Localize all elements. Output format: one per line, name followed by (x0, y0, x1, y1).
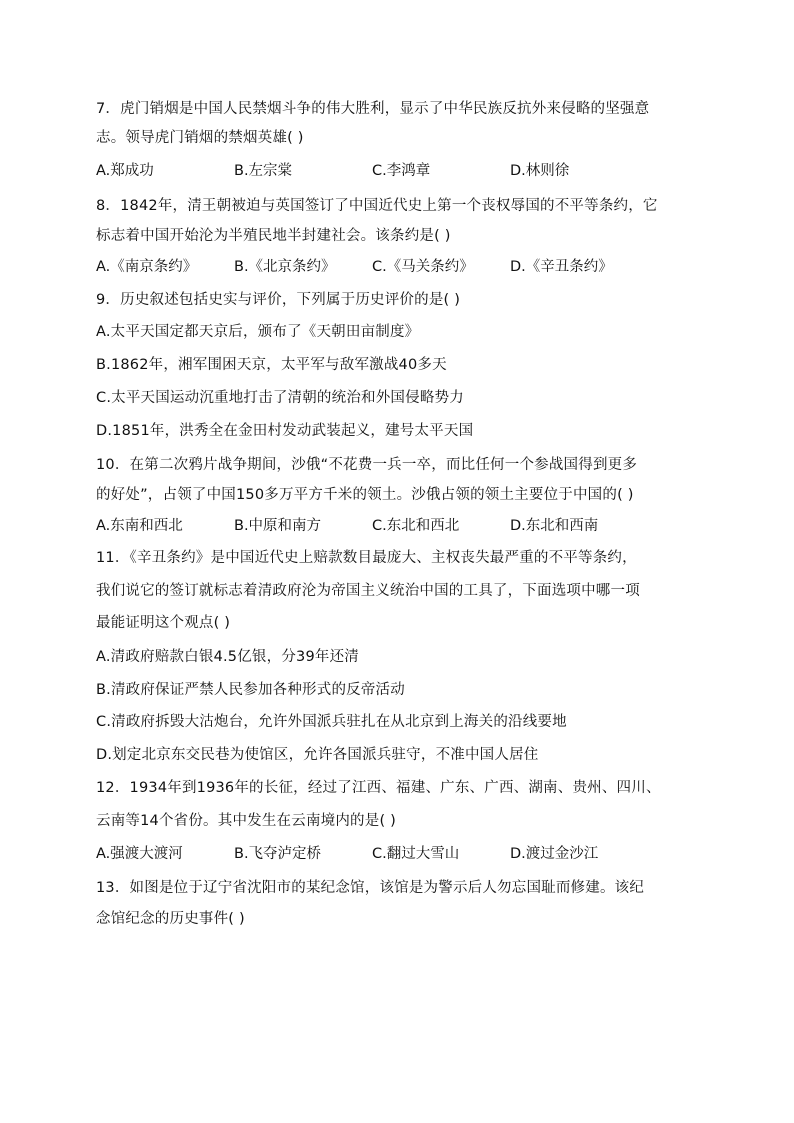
q11-stem-line3: 最能证明这个观点( ) (96, 615, 231, 631)
q10-option-a: A.东南和西北 (96, 518, 183, 534)
q11-option-b: B.清政府保证严禁人民参加各种形式的反帝活动 (96, 682, 405, 698)
q9-stem: 9．历史叙述包括史实与评价，下列属于历史评价的是( ) (96, 292, 461, 308)
q7-option-c: C.李鸿章 (372, 163, 431, 179)
q10-option-c: C.东北和西北 (372, 518, 460, 534)
q7-option-d: D.林则徐 (510, 163, 570, 179)
q10-option-b: B.中原和南方 (234, 518, 322, 534)
q11-option-a: A.清政府赔款白银4.5亿银，分39年还清 (96, 649, 359, 665)
q13-stem-line1: 13．如图是位于辽宁省沈阳市的某纪念馆，该馆是为警示后人勿忘国耻而修建。该纪 (96, 880, 645, 896)
q9-option-d: D.1851年，洪秀全在金田村发动武装起义，建号太平天国 (96, 423, 474, 439)
q11-stem-line1: 11．《辛丑条约》是中国近代史上赔款数目最庞大、主权丧失最严重的不平等条约， (96, 550, 637, 566)
q8-option-c: C.《马关条约》 (372, 259, 474, 275)
q11-option-d: D.划定北京东交民巷为使馆区，允许各国派兵驻守，不准中国人居住 (96, 747, 539, 763)
q8-stem-line1: 8．1842年，清王朝被迫与英国签订了中国近代史上第一个丧权辱国的不平等条约，它 (96, 198, 658, 214)
q9-option-a: A.太平天国定都天京后，颁布了《天朝田亩制度》 (96, 324, 420, 340)
q7-option-a: A.郑成功 (96, 163, 154, 179)
q12-option-a: A.强渡大渡河 (96, 846, 183, 862)
q9-option-c: C.太平天国运动沉重地打击了清朝的统治和外国侵略势力 (96, 390, 464, 406)
q8-option-d: D.《辛丑条约》 (510, 259, 613, 275)
q8-option-a: A.《南京条约》 (96, 259, 198, 275)
q12-stem-line2: 云南等14个省份。其中发生在云南境内的是( ) (96, 813, 396, 829)
q11-option-c: C.清政府拆毁大沽炮台，允许外国派兵驻扎在从北京到上海关的沿线要地 (96, 714, 567, 730)
q11-stem-line2: 我们说它的签订就标志着清政府沦为帝国主义统治中国的工具了，下面选项中哪一项 (96, 583, 640, 599)
q7-stem-line2: 志。领导虎门销烟的禁烟英雄( ) (96, 130, 304, 146)
q8-option-b: B.《北京条约》 (234, 259, 336, 275)
q10-stem-line1: 10．在第二次鸦片战争期间，沙俄“不花费一兵一卒，而比任何一个参战国得到更多 (96, 457, 638, 473)
q12-option-d: D.渡过金沙江 (510, 846, 599, 862)
q7-stem-line1: 7．虎门销烟是中国人民禁烟斗争的伟大胜利，显示了中华民族反抗外来侵略的坚强意 (96, 101, 650, 117)
q9-option-b: B.1862年，湘军围困天京，太平军与敌军激战40多天 (96, 357, 447, 373)
q8-stem-line2: 标志着中国开始沦为半殖民地半封建社会。该条约是( ) (96, 228, 451, 244)
q7-option-b: B.左宗棠 (234, 163, 293, 179)
q13-stem-line2: 念馆纪念的历史事件( ) (96, 911, 245, 927)
q10-stem-line2: 的好处”，占领了中国150多万平方千米的领土。沙俄占领的领土主要位于中国的( ) (96, 487, 634, 503)
q10-option-d: D.东北和西南 (510, 518, 599, 534)
q12-stem-line1: 12．1934年到1936年的长征，经过了江西、福建、广东、广西、湖南、贵州、四川、 (96, 780, 661, 796)
q12-option-b: B.飞夺泸定桥 (234, 846, 322, 862)
q12-option-c: C.翻过大雪山 (372, 846, 460, 862)
